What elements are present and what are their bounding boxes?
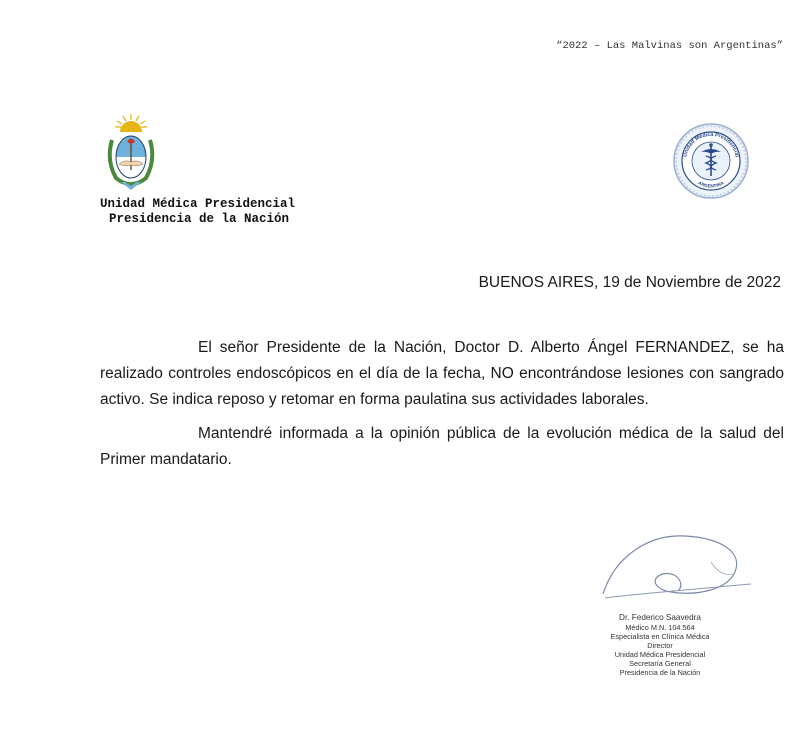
signatory-unit: Unidad Médica Presidencial bbox=[614, 650, 706, 659]
signatory-license: Médico M.N. 104.564 bbox=[625, 623, 695, 632]
unit-name: Unidad Médica Presidencial bbox=[100, 197, 296, 211]
paragraph-medical-report: El señor Presidente de la Nación, Doctor D. Alberto Ángel FERNANDEZ, se ha realizado controles endoscópicos en el día de la fecha, NO encontrándose lesiones con sangrado activo. Se indica reposo y retomar en forma paulatina sus actividades laborales. bbox=[100, 339, 784, 408]
signatory-specialty: Especialista en Clínica Médica bbox=[610, 632, 710, 641]
signature-block bbox=[560, 613, 760, 677]
medical-unit-seal-icon bbox=[672, 122, 750, 200]
paragraph-public-information: Mantendré informada a la opinión pública de la evolución médica de la salud del Primer mandatario. bbox=[100, 425, 784, 468]
issuer-block bbox=[100, 197, 320, 227]
date-line: BUENOS AIRES, 19 de Noviembre de 2022 bbox=[478, 274, 781, 291]
signatory-name: Dr. Federico Saavedra bbox=[619, 613, 701, 622]
signatory-role: Director bbox=[647, 641, 673, 650]
argentina-coat-of-arms-icon bbox=[104, 112, 158, 192]
letter-body bbox=[100, 335, 784, 481]
presidency-name: Presidencia de la Nación bbox=[109, 212, 290, 226]
signatory-secretariat: Secretaría General bbox=[629, 659, 691, 668]
document-motto: “2022 – Las Malvinas son Argentinas” bbox=[556, 40, 783, 52]
seal-bottom-text: ARGENTINA bbox=[697, 180, 725, 189]
seal-text: Unidad Médica Presidencial bbox=[682, 131, 740, 158]
handwritten-signature-icon bbox=[595, 528, 755, 608]
signatory-presidency: Presidencia de la Nación bbox=[619, 668, 701, 677]
